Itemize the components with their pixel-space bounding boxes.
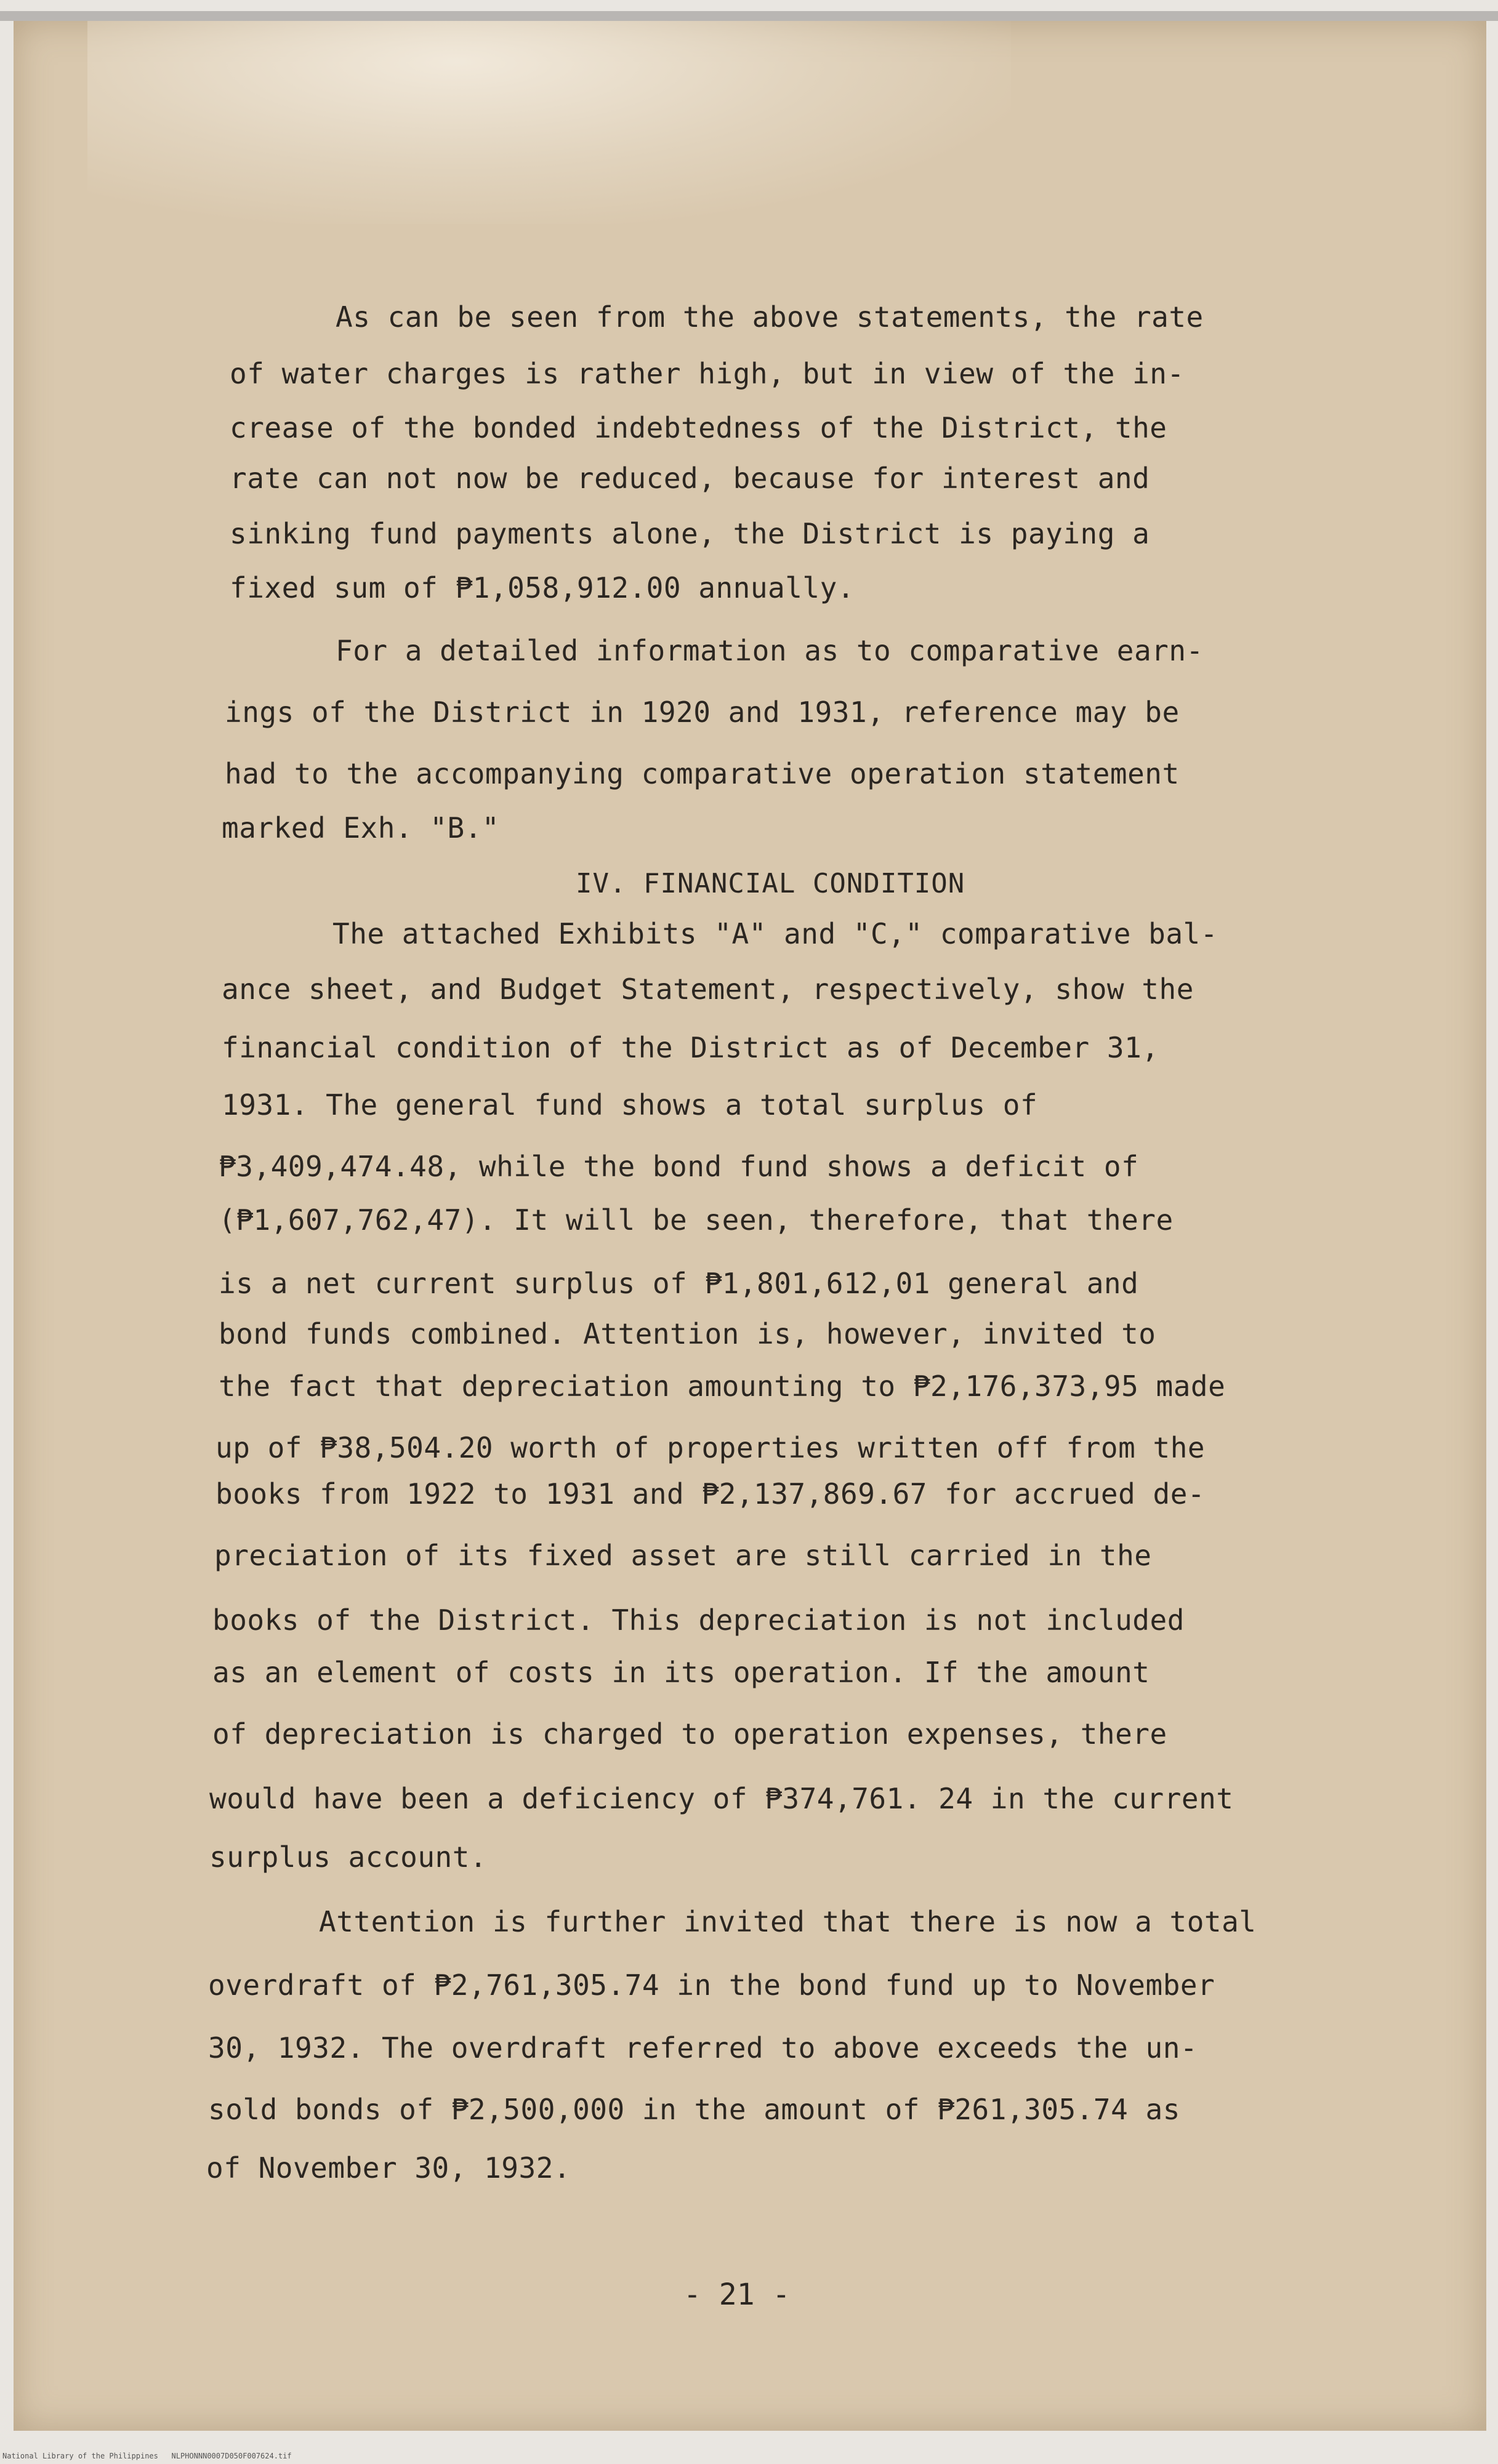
paragraph3-line-12: preciation of its fixed asset are still carried in the <box>214 1539 1152 1572</box>
paragraph4-line-1: Attention is further invited that there is now a total <box>319 1905 1257 1938</box>
paragraph3-line-3: financial condition of the District as of December 31, <box>222 1031 1159 1064</box>
paragraph3-line-8: bond funds combined. Attention is, however, invited to <box>219 1317 1156 1350</box>
paragraph1-line-1: As can be seen from the above statements, the rate <box>336 300 1204 334</box>
paragraph3-line-5: ₱3,409,474.48, while the bond fund shows a deficit of <box>219 1150 1139 1183</box>
paragraph3-line-17: surplus account. <box>209 1840 488 1874</box>
page-number: - 21 - <box>683 2277 791 2312</box>
paragraph3-line-2: ance sheet, and Budget Statement, respectively, show the <box>222 973 1194 1006</box>
paragraph4-line-5: of November 30, 1932. <box>206 2151 571 2185</box>
scan-footer-label: National Library of the Philippines NLPHONNN0007D050F007624.tif <box>2 2452 292 2460</box>
scan-top-strip <box>0 11 1498 21</box>
paragraph2-line-2: ings of the District in 1920 and 1931, reference may be <box>225 696 1180 729</box>
paragraph3-line-7: is a net current surplus of ₱1,801,612,01 general and <box>219 1267 1139 1300</box>
paragraph2-line-3: had to the accompanying comparative operation statement <box>225 757 1180 790</box>
paragraph3-line-6: (₱1,607,762,47). It will be seen, therefore, that there <box>219 1203 1174 1237</box>
section-heading: IV. FINANCIAL CONDITION <box>576 868 965 899</box>
paragraph4-line-3: 30, 1932. The overdraft referred to above exceeds the un- <box>208 2031 1198 2065</box>
paragraph3-line-16: would have been a deficiency of ₱374,761. 24 in the current <box>209 1782 1234 1815</box>
paper-stain <box>87 21 1011 224</box>
paragraph1-line-2: of water charges is rather high, but in view of the in- <box>230 357 1185 390</box>
paragraph1-line-6: fixed sum of ₱1,058,912.00 annually. <box>230 571 855 604</box>
paragraph4-line-2: overdraft of ₱2,761,305.74 in the bond fund up to November <box>208 1968 1215 2002</box>
paragraph2-line-1: For a detailed information as to comparative earn- <box>336 634 1204 667</box>
paragraph1-line-3: crease of the bonded indebtedness of the District, the <box>230 411 1167 444</box>
paragraph4-line-4: sold bonds of ₱2,500,000 in the amount of ₱261,305.74 as <box>208 2093 1180 2126</box>
paragraph1-line-5: sinking fund payments alone, the District is paying a <box>230 517 1150 550</box>
paragraph3-line-15: of depreciation is charged to operation expenses, there <box>212 1717 1167 1751</box>
paragraph1-line-4: rate can not now be reduced, because for interest and <box>230 462 1150 495</box>
paragraph3-line-4: 1931. The general fund shows a total surplus of <box>222 1088 1038 1122</box>
paragraph3-line-9: the fact that depreciation amounting to ₱2,176,373,95 made <box>219 1370 1226 1403</box>
paragraph2-line-4: marked Exh. "B." <box>222 811 500 845</box>
paragraph3-line-14: as an element of costs in its operation. If the amount <box>212 1656 1150 1689</box>
paragraph3-line-11: books from 1922 to 1931 and ₱2,137,869.67 for accrued de- <box>215 1477 1206 1511</box>
paragraph3-line-13: books of the District. This depreciation is not included <box>212 1603 1185 1637</box>
paragraph3-line-10: up of ₱38,504.20 worth of properties written off from the <box>215 1431 1206 1464</box>
paragraph3-line-1: The attached Exhibits "A" and "C," comparative bal- <box>332 917 1218 950</box>
